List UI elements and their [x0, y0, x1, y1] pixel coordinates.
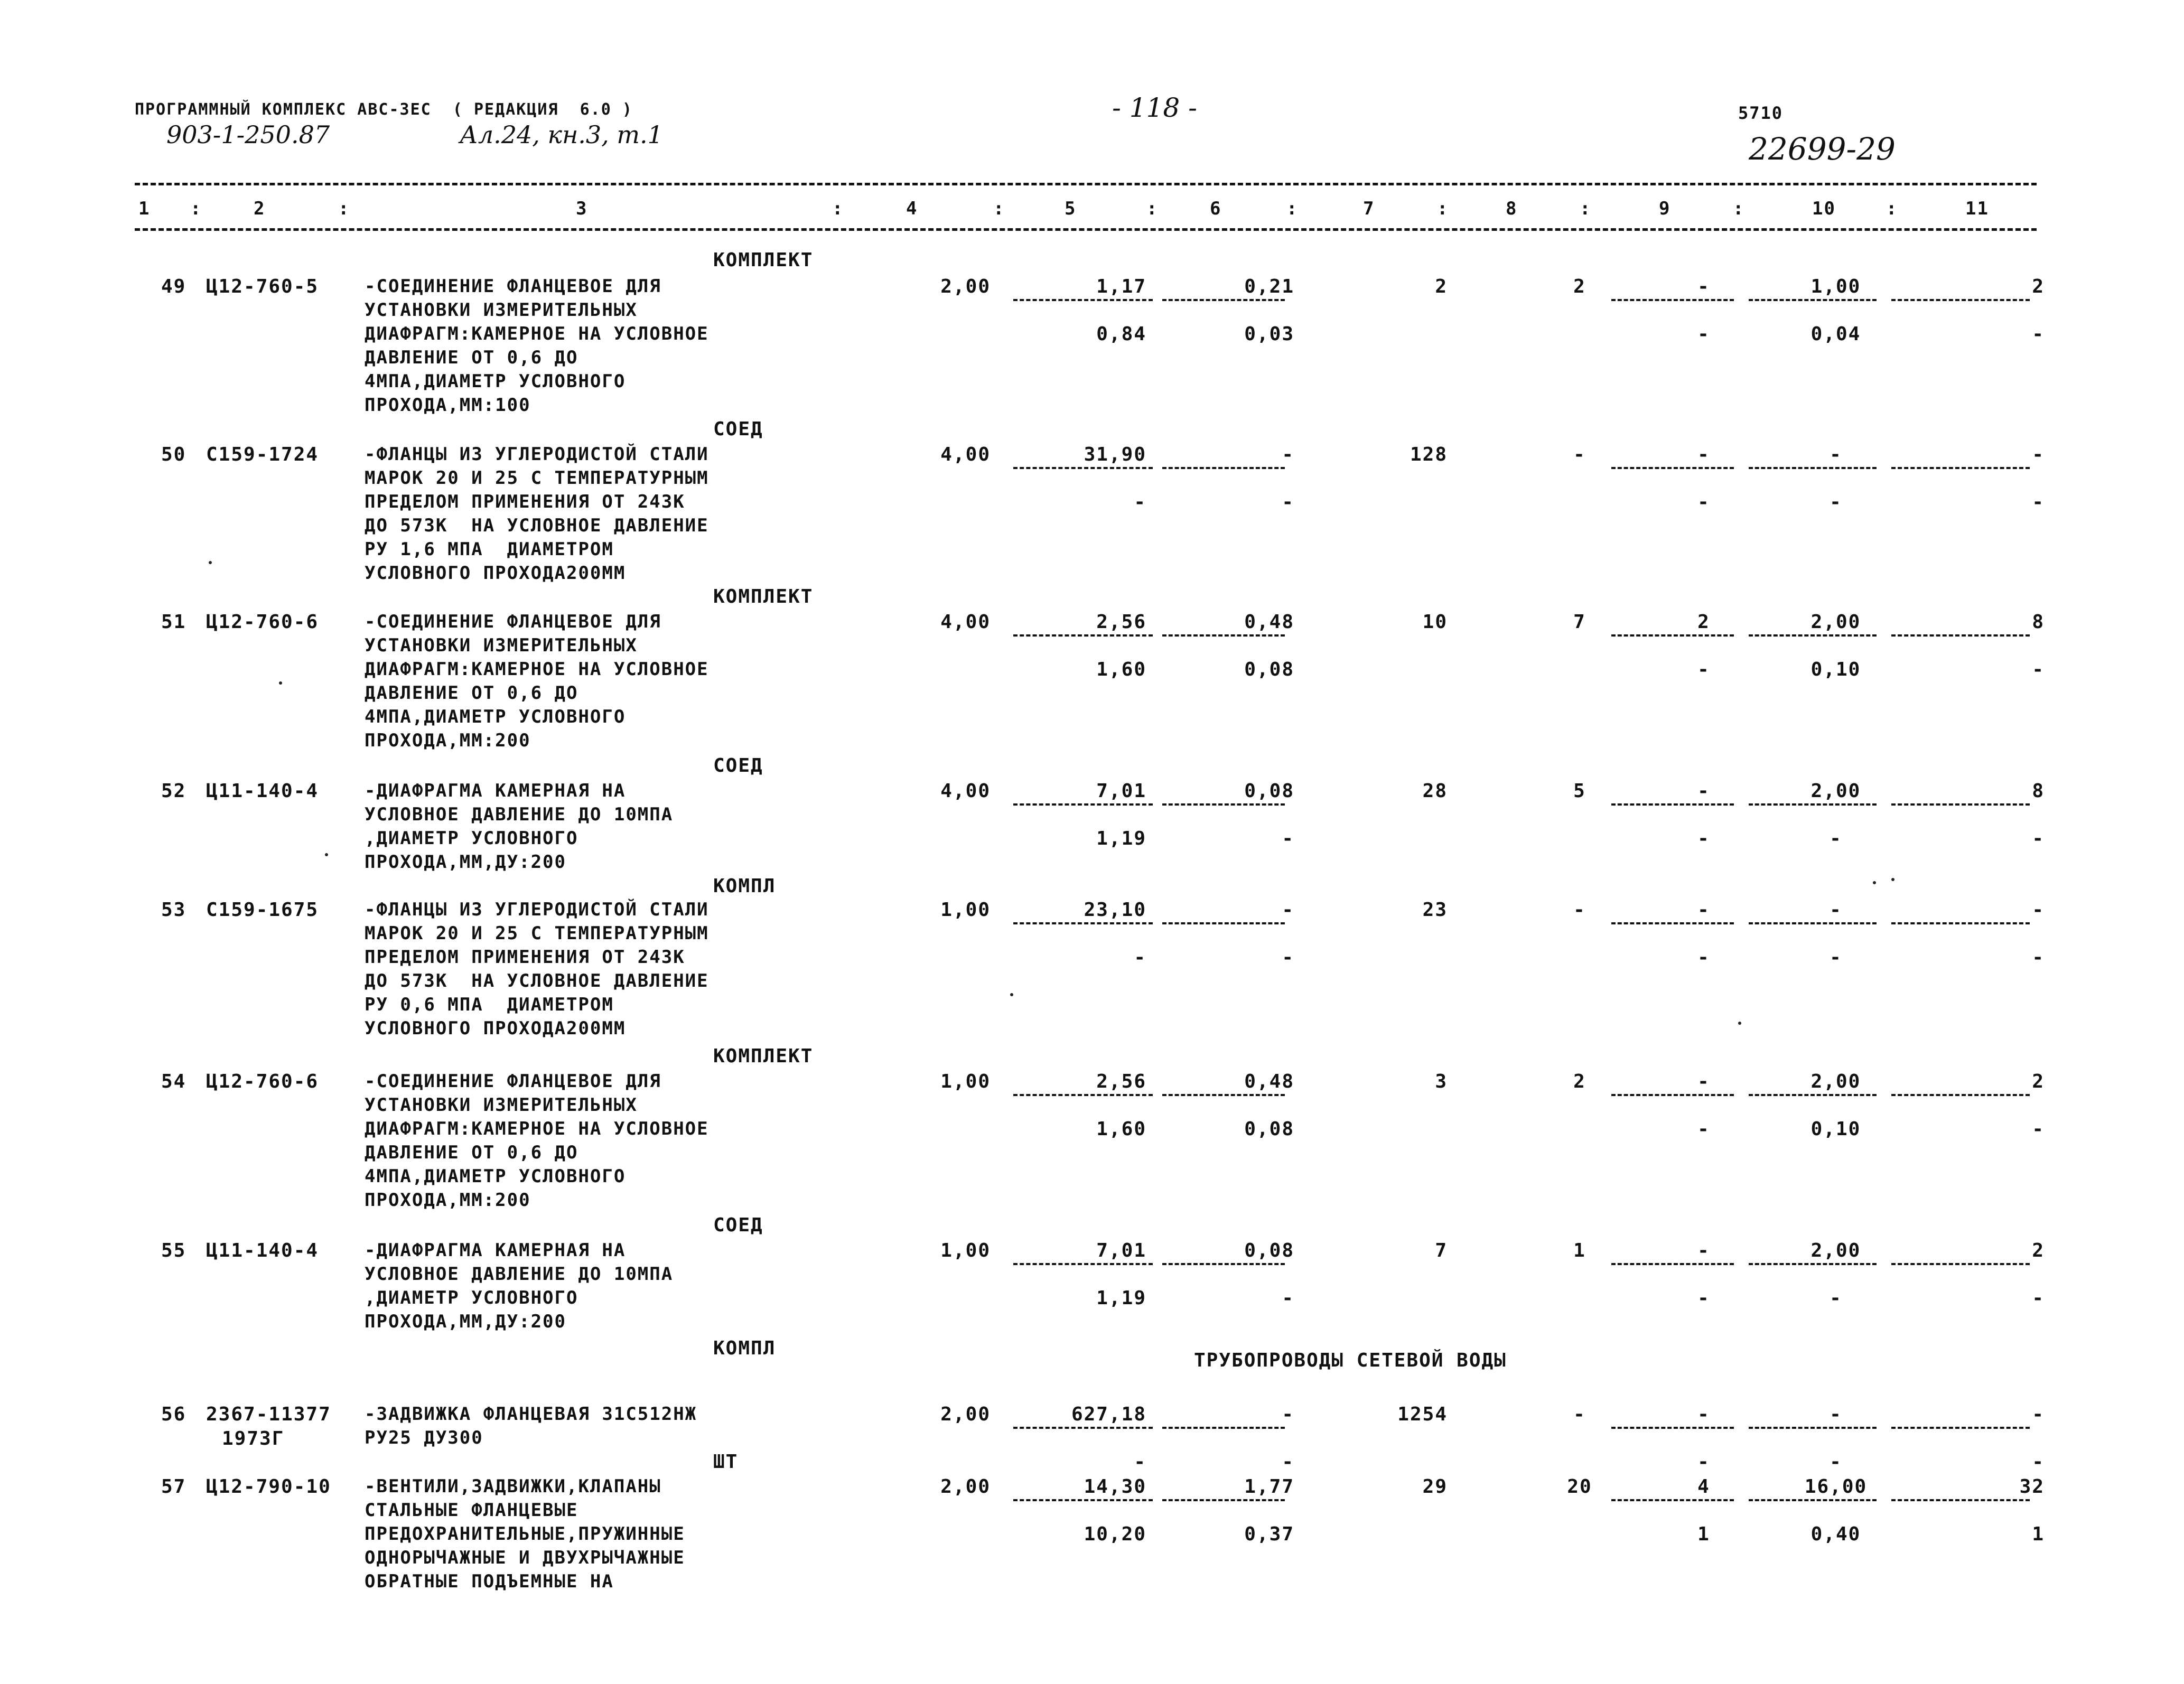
rate-code: Ц12-760-6: [206, 1071, 319, 1092]
column-separator: :: [1733, 198, 1745, 219]
cell-divider: [1749, 922, 1877, 924]
machine-labor-total: -: [2032, 323, 2045, 345]
unit-cost-machine: 10,20: [1084, 1523, 1146, 1545]
unit-label: СОЕД: [713, 755, 763, 776]
column-separator: :: [1286, 198, 1299, 219]
item-description: -СОЕДИНЕНИЕ ФЛАНЦЕВОЕ ДЛЯ: [365, 1071, 661, 1092]
item-description: ДАВЛЕНИЕ ОТ 0,6 ДО: [365, 682, 578, 704]
total-wages: -: [1573, 899, 1586, 921]
item-description: УСТАНОВКИ ИЗМЕРИТЕЛЬНЫХ: [365, 635, 638, 656]
cell-divider: [1891, 922, 2030, 924]
cell-divider: [1611, 1499, 1734, 1501]
machine-labor-per-unit: -: [1830, 491, 1842, 513]
rate-code: Ц12-790-10: [206, 1476, 331, 1498]
machine-wages: -: [1697, 947, 1710, 968]
column-header-7: 7: [1363, 198, 1375, 219]
item-description: ,ДИАМЕТР УСЛОВНОГО: [365, 828, 578, 849]
machine-labor-per-unit: -: [1830, 1287, 1842, 1309]
machine-labor-per-unit: -: [1830, 947, 1842, 968]
machine-labor-total: -: [2032, 828, 2045, 849]
machine-labor-total: -: [2032, 1118, 2045, 1140]
section-title: ТРУБОПРОВОДЫ СЕТЕВОЙ ВОДЫ: [1194, 1350, 1507, 1371]
machine-wages: 1: [1697, 1523, 1710, 1545]
column-separator: :: [190, 198, 202, 219]
cell-divider: [1611, 1263, 1734, 1265]
unit-cost-machine: -: [1134, 1451, 1146, 1473]
item-description: -ДИАФРАГМА КАМЕРНАЯ НА: [365, 780, 626, 801]
total-wages: -: [1573, 444, 1586, 465]
machine-wages: -: [1697, 828, 1710, 849]
machine-cost: -: [1697, 899, 1710, 921]
total-wages: 2: [1573, 276, 1586, 297]
labor-per-unit: 1,00: [1810, 276, 1861, 297]
labor-per-unit: -: [1830, 444, 1842, 465]
unit-cost-machine: 1,19: [1096, 828, 1146, 849]
cell-divider: [1162, 467, 1285, 469]
item-description: -СОЕДИНЕНИЕ ФЛАНЦЕВОЕ ДЛЯ: [365, 276, 661, 297]
item-description: МАРОК 20 И 25 С ТЕМПЕРАТУРНЫМ: [365, 923, 709, 944]
column-header-4: 4: [906, 198, 918, 219]
machine-wages: -: [1697, 491, 1710, 513]
unit-label: КОМПЛ: [713, 875, 776, 897]
item-description: РУ 0,6 МПА ДИАМЕТРОМ: [365, 994, 614, 1015]
unit-cost-machine: -: [1134, 491, 1146, 513]
unit-cost-wages: 0,08: [1244, 780, 1294, 802]
rate-code: 2367-11377: [206, 1404, 331, 1425]
column-header-10: 10: [1812, 198, 1836, 219]
row-number: 55: [161, 1240, 186, 1261]
cell-divider: [1891, 1263, 2030, 1265]
scan-speck: [1738, 1022, 1741, 1025]
row-number: 57: [161, 1476, 186, 1498]
unit-cost-wages: -: [1282, 899, 1294, 921]
unit-label: СОЕД: [713, 418, 763, 440]
unit-cost-machine-wages: -: [1282, 491, 1294, 513]
top-rule: [135, 183, 2037, 185]
machine-cost: -: [1697, 1240, 1710, 1261]
item-description: ПРОХОДА,ММ,ДУ:200: [365, 1311, 566, 1332]
unit-cost-wages: 0,48: [1244, 611, 1294, 633]
item-description: МАРОК 20 И 25 С ТЕМПЕРАТУРНЫМ: [365, 467, 709, 489]
total-wages: 5: [1573, 780, 1586, 802]
quantity: 1,00: [940, 1071, 991, 1092]
row-number: 51: [161, 611, 186, 633]
machine-cost: 4: [1697, 1476, 1710, 1498]
machine-labor-total: 1: [2032, 1523, 2045, 1545]
scan-speck: [279, 681, 282, 685]
unit-cost: 7,01: [1096, 1240, 1146, 1261]
total-cost: 3: [1435, 1071, 1448, 1092]
scan-speck: [1010, 993, 1013, 996]
unit-cost: 1,17: [1096, 276, 1146, 297]
unit-cost-machine: -: [1134, 947, 1146, 968]
column-header-2: 2: [254, 198, 266, 219]
column-header-6: 6: [1210, 198, 1222, 219]
machine-labor-per-unit: -: [1830, 1451, 1842, 1473]
item-description: -ДИАФРАГМА КАМЕРНАЯ НА: [365, 1240, 626, 1261]
unit-label: КОМПЛЕКТ: [713, 586, 814, 607]
column-separator: :: [1146, 198, 1159, 219]
machine-labor-per-unit: 0,10: [1810, 1118, 1861, 1140]
quantity: 4,00: [940, 611, 991, 633]
column-separator: :: [1437, 198, 1449, 219]
labor-per-unit: -: [1830, 899, 1842, 921]
item-description: УСТАНОВКИ ИЗМЕРИТЕЛЬНЫХ: [365, 1094, 638, 1116]
total-cost: 23: [1422, 899, 1448, 921]
rate-code: Ц11-140-4: [206, 780, 319, 802]
cell-divider: [1013, 1499, 1153, 1501]
total-cost: 128: [1410, 444, 1448, 465]
unit-cost-machine-wages: -: [1282, 947, 1294, 968]
scan-speck: [209, 561, 212, 564]
item-description: ПРОХОДА,ММ:200: [365, 1190, 531, 1211]
header-rule: [135, 228, 2037, 231]
unit-cost-machine-wages: 0,08: [1244, 1118, 1294, 1140]
item-description: -ФЛАНЦЫ ИЗ УГЛЕРОДИСТОЙ СТАЛИ: [365, 444, 709, 465]
cell-divider: [1162, 1094, 1285, 1096]
column-separator: :: [1580, 198, 1592, 219]
unit-label: КОМПЛЕКТ: [713, 249, 814, 271]
cell-divider: [1611, 803, 1734, 806]
labor-total: -: [2032, 444, 2045, 465]
cell-divider: [1891, 1094, 2030, 1096]
column-header-5: 5: [1065, 198, 1077, 219]
cell-divider: [1749, 1263, 1877, 1265]
quantity: 4,00: [940, 780, 991, 802]
unit-cost: 627,18: [1071, 1404, 1146, 1425]
item-description: ОДНОРЫЧАЖНЫЕ И ДВУХРЫЧАЖНЫЕ: [365, 1547, 685, 1568]
quantity: 2,00: [940, 276, 991, 297]
unit-cost-wages: 0,48: [1244, 1071, 1294, 1092]
item-description: УСЛОВНОГО ПРОХОДА200ММ: [365, 563, 626, 584]
machine-labor-per-unit: -: [1830, 828, 1842, 849]
total-cost: 7: [1435, 1240, 1448, 1261]
unit-cost-machine-wages: -: [1282, 828, 1294, 849]
cell-divider: [1162, 299, 1285, 301]
labor-total: -: [2032, 899, 2045, 921]
cell-divider: [1162, 1263, 1285, 1265]
unit-cost: 7,01: [1096, 780, 1146, 802]
column-header-11: 11: [1965, 198, 1989, 219]
total-wages: -: [1573, 1404, 1586, 1425]
row-number: 52: [161, 780, 186, 802]
cell-divider: [1749, 299, 1877, 301]
item-description: ДО 573К НА УСЛОВНОЕ ДАВЛЕНИЕ: [365, 970, 709, 991]
total-cost: 2: [1435, 276, 1448, 297]
item-description: -ВЕНТИЛИ,ЗАДВИЖКИ,КЛАПАНЫ: [365, 1476, 661, 1497]
labor-total: 32: [2019, 1476, 2045, 1498]
item-description: ПРЕДЕЛОМ ПРИМЕНЕНИЯ ОТ 243К: [365, 491, 685, 512]
row-number: 56: [161, 1404, 186, 1425]
column-separator: :: [993, 198, 1005, 219]
machine-cost: -: [1697, 276, 1710, 297]
project-number: 903-1-250.87: [166, 120, 330, 149]
total-wages: 20: [1567, 1476, 1592, 1498]
item-description: УСЛОВНОЕ ДАВЛЕНИЕ ДО 10МПА: [365, 804, 674, 825]
unit-cost-wages: 0,21: [1244, 276, 1294, 297]
unit-cost-machine-wages: 0,03: [1244, 323, 1294, 345]
total-cost: 10: [1422, 611, 1448, 633]
unit-cost-machine-wages: 0,37: [1244, 1523, 1294, 1545]
cell-divider: [1611, 1094, 1734, 1096]
unit-cost: 2,56: [1096, 611, 1146, 633]
unit-label: ШТ: [713, 1451, 739, 1473]
row-number: 49: [161, 276, 186, 297]
cell-divider: [1749, 1427, 1877, 1429]
cell-divider: [1162, 803, 1285, 806]
cell-divider: [1162, 634, 1285, 637]
unit-cost-machine-wages: -: [1282, 1287, 1294, 1309]
cell-divider: [1611, 922, 1734, 924]
unit-cost-wages: 1,77: [1244, 1476, 1294, 1498]
cell-divider: [1891, 1499, 2030, 1501]
cell-divider: [1013, 467, 1153, 469]
cell-divider: [1162, 1427, 1285, 1429]
inventory-number: 22699-29: [1749, 131, 1896, 167]
cell-divider: [1749, 1094, 1877, 1096]
row-number: 50: [161, 444, 186, 465]
item-description: ДИАФРАГМ:КАМЕРНОЕ НА УСЛОВНОЕ: [365, 659, 709, 680]
unit-cost: 31,90: [1084, 444, 1146, 465]
item-description: ПРОХОДА,ММ:200: [365, 730, 531, 751]
total-cost: 29: [1422, 1476, 1448, 1498]
unit-cost-wages: -: [1282, 444, 1294, 465]
labor-per-unit: 2,00: [1810, 780, 1861, 802]
total-wages: 1: [1573, 1240, 1586, 1261]
labor-per-unit: 2,00: [1810, 611, 1861, 633]
item-description: ДАВЛЕНИЕ ОТ 0,6 ДО: [365, 347, 578, 368]
unit-cost-wages: 0,08: [1244, 1240, 1294, 1261]
cell-divider: [1891, 299, 2030, 301]
total-cost: 28: [1422, 780, 1448, 802]
row-number: 54: [161, 1071, 186, 1092]
item-description: ПРОХОДА,ММ,ДУ:200: [365, 852, 566, 873]
cell-divider: [1749, 1499, 1877, 1501]
unit-cost-machine: 1,60: [1096, 659, 1146, 680]
machine-cost: -: [1697, 444, 1710, 465]
machine-wages: -: [1697, 1287, 1710, 1309]
labor-per-unit: 2,00: [1810, 1240, 1861, 1261]
column-header-9: 9: [1659, 198, 1671, 219]
scan-speck: [325, 853, 328, 856]
cell-divider: [1749, 467, 1877, 469]
scan-speck: [1873, 881, 1876, 884]
labor-total: 2: [2032, 1071, 2045, 1092]
labor-per-unit: 2,00: [1810, 1071, 1861, 1092]
item-description: ПРОХОДА,ММ:100: [365, 395, 531, 416]
unit-label: СОЕД: [713, 1214, 763, 1236]
machine-cost: 2: [1697, 611, 1710, 633]
rate-code: Ц11-140-4: [206, 1240, 319, 1261]
cell-divider: [1013, 634, 1153, 637]
document-code: 5710: [1738, 103, 1784, 123]
cell-divider: [1611, 467, 1734, 469]
labor-total: 2: [2032, 1240, 2045, 1261]
cell-divider: [1162, 922, 1285, 924]
item-description: 4МПА,ДИАМЕТР УСЛОВНОГО: [365, 1166, 626, 1187]
cell-divider: [1891, 1427, 2030, 1429]
quantity: 2,00: [940, 1404, 991, 1425]
rate-code: С159-1724: [206, 444, 319, 465]
machine-labor-per-unit: 0,40: [1810, 1523, 1861, 1545]
machine-wages: -: [1697, 323, 1710, 345]
item-description: СТАЛЬНЫЕ ФЛАНЦЕВЫЕ: [365, 1500, 578, 1521]
rate-code-year: 1973Г: [222, 1428, 285, 1449]
labor-per-unit: -: [1830, 1404, 1842, 1425]
machine-labor-per-unit: 0,04: [1810, 323, 1861, 345]
column-header-1: 1: [138, 198, 151, 219]
labor-per-unit: 16,00: [1804, 1476, 1868, 1498]
cell-divider: [1013, 1263, 1153, 1265]
cell-divider: [1749, 803, 1877, 806]
cell-divider: [1891, 467, 2030, 469]
unit-cost-machine: 1,19: [1096, 1287, 1146, 1309]
cell-divider: [1891, 803, 2030, 806]
quantity: 1,00: [940, 1240, 991, 1261]
cell-divider: [1013, 1094, 1153, 1096]
program-header: ПРОГРАММНЫЙ КОМПЛЕКС АВС-ЗЕС ( РЕДАКЦИЯ 6.0 ): [135, 100, 633, 119]
quantity: 4,00: [940, 444, 991, 465]
unit-cost-machine-wages: -: [1282, 1451, 1294, 1473]
machine-labor-total: -: [2032, 659, 2045, 680]
rate-code: Ц12-760-6: [206, 611, 319, 633]
item-description: ДИАФРАГМ:КАМЕРНОЕ НА УСЛОВНОЕ: [365, 323, 709, 344]
column-separator: :: [338, 198, 350, 219]
item-description: -ФЛАНЦЫ ИЗ УГЛЕРОДИСТОЙ СТАЛИ: [365, 899, 709, 920]
item-description: ДАВЛЕНИЕ ОТ 0,6 ДО: [365, 1142, 578, 1163]
unit-cost: 14,30: [1084, 1476, 1146, 1498]
cell-divider: [1013, 299, 1153, 301]
item-description: 4МПА,ДИАМЕТР УСЛОВНОГО: [365, 706, 626, 727]
total-wages: 2: [1573, 1071, 1586, 1092]
machine-wages: -: [1697, 659, 1710, 680]
machine-wages: -: [1697, 1451, 1710, 1473]
item-description: УСЛОВНОГО ПРОХОДА200ММ: [365, 1018, 626, 1039]
column-header-3: 3: [576, 198, 588, 219]
item-description: УСТАНОВКИ ИЗМЕРИТЕЛЬНЫХ: [365, 300, 638, 321]
cell-divider: [1162, 1499, 1285, 1501]
quantity: 1,00: [940, 899, 991, 921]
machine-cost: -: [1697, 780, 1710, 802]
unit-cost: 23,10: [1084, 899, 1146, 921]
machine-labor-total: -: [2032, 491, 2045, 513]
total-cost: 1254: [1397, 1404, 1448, 1425]
cell-divider: [1749, 634, 1877, 637]
cell-divider: [1013, 922, 1153, 924]
cell-divider: [1611, 1427, 1734, 1429]
machine-labor-total: -: [2032, 947, 2045, 968]
item-description: -ЗАДВИЖКА ФЛАНЦЕВАЯ 31С512НЖ: [365, 1404, 697, 1425]
cell-divider: [1013, 1427, 1153, 1429]
column-separator: :: [1886, 198, 1898, 219]
sheet-reference: Ал.24, кн.3, т.1: [460, 120, 663, 149]
item-description: ОБРАТНЫЕ ПОДЪЕМНЫЕ НА: [365, 1571, 614, 1592]
row-number: 53: [161, 899, 186, 921]
item-description: 4МПА,ДИАМЕТР УСЛОВНОГО: [365, 371, 626, 392]
rate-code: Ц12-760-5: [206, 276, 319, 297]
item-description: ДИАФРАГМ:КАМЕРНОЕ НА УСЛОВНОЕ: [365, 1118, 709, 1139]
machine-labor-total: -: [2032, 1451, 2045, 1473]
machine-labor-per-unit: 0,10: [1810, 659, 1861, 680]
item-description: ПРЕДЕЛОМ ПРИМЕНЕНИЯ ОТ 243К: [365, 947, 685, 968]
machine-cost: -: [1697, 1071, 1710, 1092]
item-description: РУ 1,6 МПА ДИАМЕТРОМ: [365, 539, 614, 560]
cell-divider: [1891, 634, 2030, 637]
cell-divider: [1611, 634, 1734, 637]
labor-total: 8: [2032, 780, 2045, 802]
item-description: РУ25 ДУ300: [365, 1427, 483, 1448]
unit-cost-machine: 0,84: [1096, 323, 1146, 345]
unit-cost-wages: -: [1282, 1404, 1294, 1425]
item-description: ,ДИАМЕТР УСЛОВНОГО: [365, 1287, 578, 1308]
machine-wages: -: [1697, 1118, 1710, 1140]
column-header-8: 8: [1506, 198, 1518, 219]
unit-cost-machine: 1,60: [1096, 1118, 1146, 1140]
unit-label: КОМПЛ: [713, 1337, 776, 1359]
scan-speck: [1891, 878, 1894, 881]
unit-label: КОМПЛЕКТ: [713, 1045, 814, 1067]
machine-cost: -: [1697, 1404, 1710, 1425]
machine-labor-total: -: [2032, 1287, 2045, 1309]
column-separator: :: [832, 198, 844, 219]
labor-total: 2: [2032, 276, 2045, 297]
item-description: ПРЕДОХРАНИТЕЛЬНЫЕ,ПРУЖИННЫЕ: [365, 1523, 685, 1545]
total-wages: 7: [1573, 611, 1586, 633]
cell-divider: [1013, 803, 1153, 806]
item-description: -СОЕДИНЕНИЕ ФЛАНЦЕВОЕ ДЛЯ: [365, 611, 661, 632]
rate-code: С159-1675: [206, 899, 319, 921]
labor-total: 8: [2032, 611, 2045, 633]
unit-cost: 2,56: [1096, 1071, 1146, 1092]
labor-total: -: [2032, 1404, 2045, 1425]
item-description: ДО 573К НА УСЛОВНОЕ ДАВЛЕНИЕ: [365, 515, 709, 536]
quantity: 2,00: [940, 1476, 991, 1498]
cell-divider: [1611, 299, 1734, 301]
page-number: - 118 -: [1112, 92, 1198, 123]
unit-cost-machine-wages: 0,08: [1244, 659, 1294, 680]
item-description: УСЛОВНОЕ ДАВЛЕНИЕ ДО 10МПА: [365, 1264, 674, 1285]
